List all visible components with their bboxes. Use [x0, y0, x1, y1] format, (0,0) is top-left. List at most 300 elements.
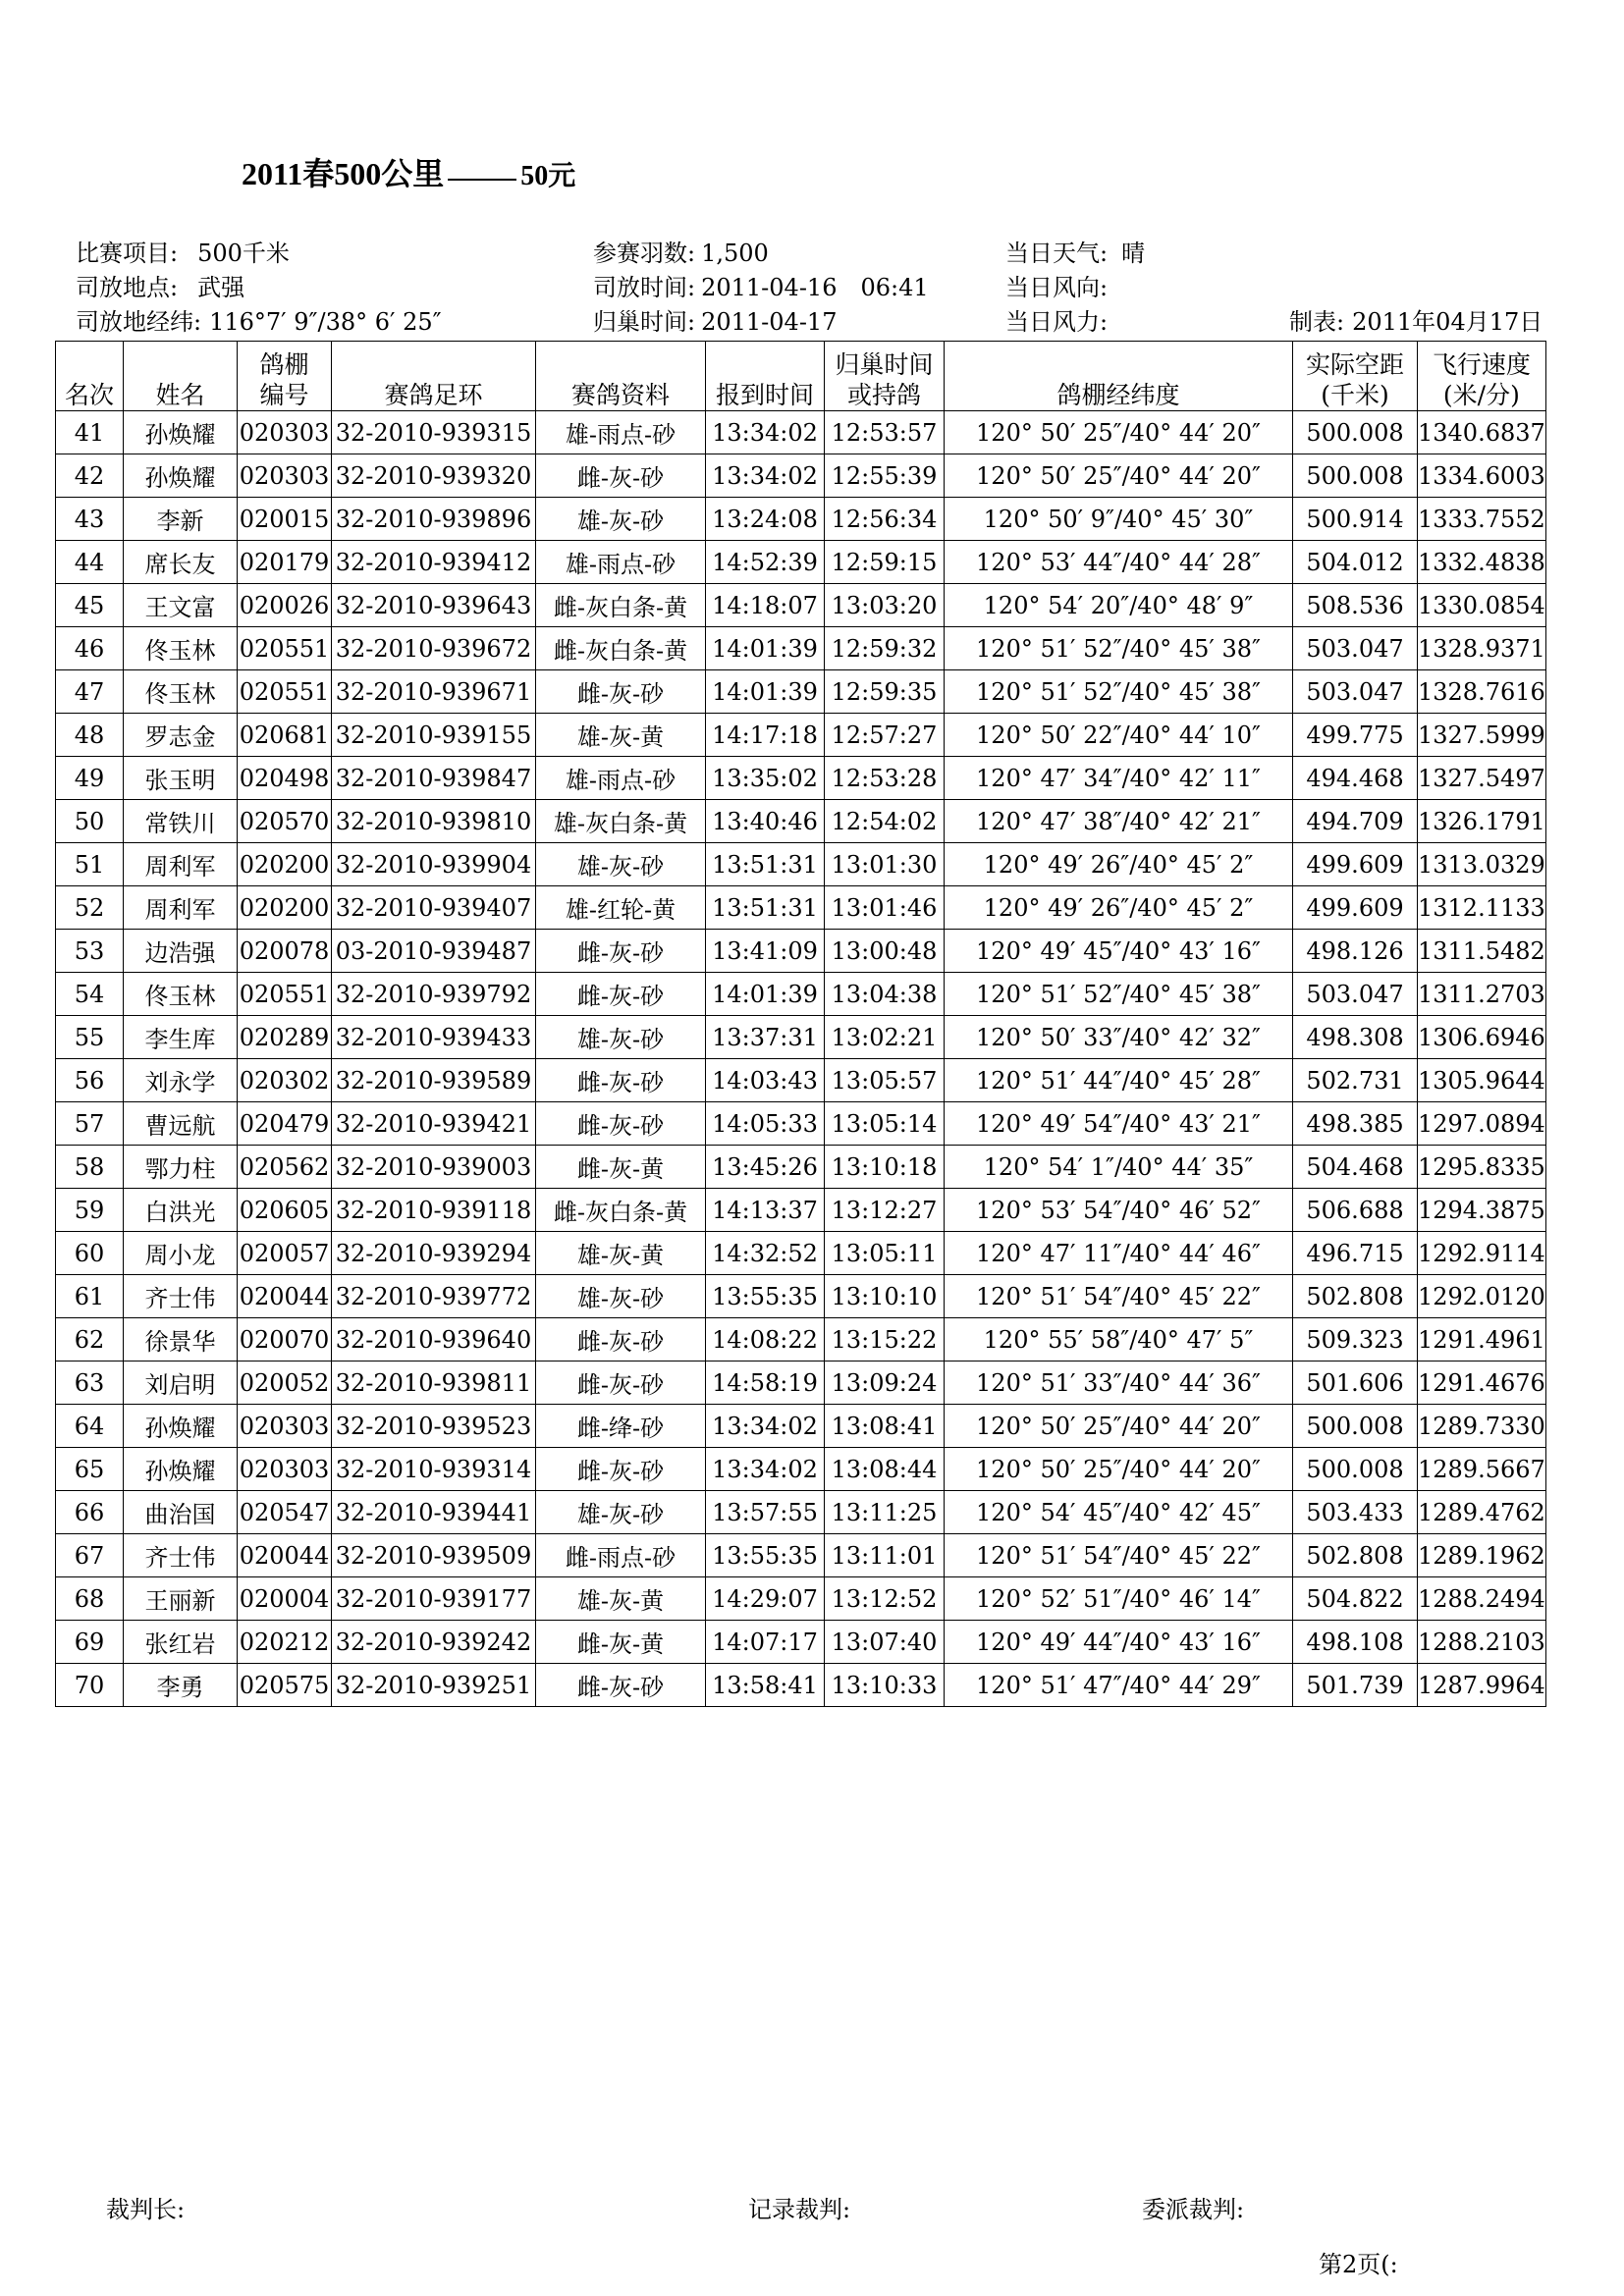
loft-cell: 020551 [238, 973, 332, 1016]
page-title: 2011春500公里 50元 [242, 156, 576, 191]
table-row [56, 714, 1546, 757]
ring-cell: 32-2010-939294 [332, 1232, 536, 1275]
ring-cell: 32-2010-939640 [332, 1318, 536, 1362]
name-cell: 刘启明 [124, 1362, 238, 1405]
name-cell: 李新 [124, 498, 238, 541]
return-cell: 13:08:41 [825, 1405, 945, 1448]
ring-cell: 32-2010-939772 [332, 1275, 536, 1318]
distance-cell: 498.385 [1293, 1102, 1418, 1146]
loft-cell: 020498 [238, 757, 332, 800]
loft-cell: 020078 [238, 930, 332, 973]
speed-cell: 1327.5497 [1418, 757, 1546, 800]
return-cell: 12:53:28 [825, 757, 945, 800]
rank-cell: 52 [56, 886, 124, 930]
info-cell: 雌-灰-砂 [536, 1448, 706, 1491]
distance-cell: 506.688 [1293, 1189, 1418, 1232]
loft-cell: 020479 [238, 1102, 332, 1146]
loft-cell: 020212 [238, 1621, 332, 1664]
name-cell: 孙焕耀 [124, 454, 238, 498]
info-cell: 雌-灰白条-黄 [536, 584, 706, 627]
report-cell: 13:58:41 [706, 1664, 825, 1707]
coord-cell: 120° 54′ 45″/40° 42′ 45″ [945, 1491, 1293, 1534]
speed-cell: 1328.7616 [1418, 670, 1546, 714]
return-cell: 12:53:57 [825, 411, 945, 454]
distance-cell: 504.468 [1293, 1146, 1418, 1189]
header-rank: 名次 [56, 342, 124, 411]
name-cell: 佟玉林 [124, 627, 238, 670]
name-cell: 李勇 [124, 1664, 238, 1707]
info-cell: 雄-红轮-黄 [536, 886, 706, 930]
report-cell: 13:51:31 [706, 843, 825, 886]
ring-cell: 32-2010-939509 [332, 1534, 536, 1577]
assigned-judge-label: 委派裁判: [1142, 2196, 1245, 2223]
info-release: 司放时间: 2011-04-16 06:41 [593, 274, 929, 301]
rank-cell: 47 [56, 670, 124, 714]
info-cell: 雄-灰-砂 [536, 1491, 706, 1534]
report-cell: 14:32:52 [706, 1232, 825, 1275]
loft-cell: 020570 [238, 800, 332, 843]
loft-cell: 020303 [238, 411, 332, 454]
return-cell: 12:56:34 [825, 498, 945, 541]
coord-cell: 120° 47′ 11″/40° 44′ 46″ [945, 1232, 1293, 1275]
rank-cell: 65 [56, 1448, 124, 1491]
report-cell: 14:01:39 [706, 627, 825, 670]
ring-cell: 32-2010-939811 [332, 1362, 536, 1405]
table-row [56, 1189, 1546, 1232]
report-cell: 13:24:08 [706, 498, 825, 541]
name-cell: 周利军 [124, 843, 238, 886]
loft-cell: 020547 [238, 1491, 332, 1534]
speed-cell: 1288.2494 [1418, 1577, 1546, 1621]
return-cell: 13:08:44 [825, 1448, 945, 1491]
ring-cell: 32-2010-939523 [332, 1405, 536, 1448]
info-coordinates: 司放地经纬: 116°7′ 9″/38° 6′ 25″ [76, 308, 442, 336]
rank-cell: 49 [56, 757, 124, 800]
info-cell: 雄-灰-砂 [536, 498, 706, 541]
header-report: 报到时间 [706, 342, 825, 411]
loft-cell: 020551 [238, 627, 332, 670]
header-speed: 飞行速度 (米/分) [1418, 342, 1546, 411]
ring-cell: 03-2010-939487 [332, 930, 536, 973]
rank-cell: 70 [56, 1664, 124, 1707]
speed-cell: 1292.9114 [1418, 1232, 1546, 1275]
info-cell: 雌-灰-砂 [536, 1059, 706, 1102]
report-cell: 14:03:43 [706, 1059, 825, 1102]
report-cell: 13:41:09 [706, 930, 825, 973]
table-row [56, 1362, 1546, 1405]
coord-cell: 120° 50′ 25″/40° 44′ 20″ [945, 454, 1293, 498]
info-cell: 雄-雨点-砂 [536, 411, 706, 454]
name-cell: 席长友 [124, 541, 238, 584]
return-cell: 13:03:20 [825, 584, 945, 627]
rank-cell: 59 [56, 1189, 124, 1232]
info-cell: 雌-灰-砂 [536, 1362, 706, 1405]
report-cell: 14:08:22 [706, 1318, 825, 1362]
info-count: 参赛羽数: 1,500 [593, 240, 769, 267]
ring-cell: 32-2010-939672 [332, 627, 536, 670]
ring-cell: 32-2010-939118 [332, 1189, 536, 1232]
speed-cell: 1333.7552 [1418, 498, 1546, 541]
rank-cell: 64 [56, 1405, 124, 1448]
report-cell: 13:34:02 [706, 1448, 825, 1491]
report-cell: 13:34:02 [706, 454, 825, 498]
return-cell: 13:05:11 [825, 1232, 945, 1275]
speed-cell: 1332.4838 [1418, 541, 1546, 584]
name-cell: 罗志金 [124, 714, 238, 757]
name-cell: 王丽新 [124, 1577, 238, 1621]
speed-cell: 1292.0120 [1418, 1275, 1546, 1318]
coord-cell: 120° 52′ 51″/40° 46′ 14″ [945, 1577, 1293, 1621]
rank-cell: 63 [56, 1362, 124, 1405]
header-ring: 赛鸽足环 [332, 342, 536, 411]
return-cell: 12:59:35 [825, 670, 945, 714]
table-row [56, 627, 1546, 670]
loft-cell: 020551 [238, 670, 332, 714]
loft-cell: 020562 [238, 1146, 332, 1189]
rank-cell: 43 [56, 498, 124, 541]
name-cell: 佟玉林 [124, 973, 238, 1016]
table-row [56, 757, 1546, 800]
distance-cell: 503.047 [1293, 627, 1418, 670]
name-cell: 曹远航 [124, 1102, 238, 1146]
ring-cell: 32-2010-939251 [332, 1664, 536, 1707]
ring-cell: 32-2010-939412 [332, 541, 536, 584]
report-cell: 13:51:31 [706, 886, 825, 930]
report-cell: 13:55:35 [706, 1275, 825, 1318]
table-row [56, 930, 1546, 973]
info-cell: 雌-灰-砂 [536, 670, 706, 714]
info-cell: 雄-灰-黄 [536, 1577, 706, 1621]
coord-cell: 120° 53′ 54″/40° 46′ 52″ [945, 1189, 1293, 1232]
ring-cell: 32-2010-939904 [332, 843, 536, 886]
header-name: 姓名 [124, 342, 238, 411]
loft-cell: 020044 [238, 1275, 332, 1318]
coord-cell: 120° 49′ 26″/40° 45′ 2″ [945, 843, 1293, 886]
rank-cell: 66 [56, 1491, 124, 1534]
coord-cell: 120° 51′ 52″/40° 45′ 38″ [945, 973, 1293, 1016]
info-weather: 当日天气: 晴 [1005, 240, 1146, 267]
coord-cell: 120° 55′ 58″/40° 47′ 5″ [945, 1318, 1293, 1362]
table-row [56, 1232, 1546, 1275]
coord-cell: 120° 51′ 52″/40° 45′ 38″ [945, 670, 1293, 714]
header-return: 归巢时间 或持鸽 [825, 342, 945, 411]
distance-cell: 500.008 [1293, 1405, 1418, 1448]
chief-judge-label: 裁判长: [106, 2196, 186, 2223]
ring-cell: 32-2010-939589 [332, 1059, 536, 1102]
coord-cell: 120° 51′ 33″/40° 44′ 36″ [945, 1362, 1293, 1405]
speed-cell: 1328.9371 [1418, 627, 1546, 670]
speed-cell: 1294.3875 [1418, 1189, 1546, 1232]
table-header-row [56, 342, 1546, 411]
speed-cell: 1340.6837 [1418, 411, 1546, 454]
loft-cell: 020070 [238, 1318, 332, 1362]
ring-cell: 32-2010-939896 [332, 498, 536, 541]
ring-cell: 32-2010-939177 [332, 1577, 536, 1621]
distance-cell: 500.008 [1293, 454, 1418, 498]
table-row [56, 411, 1546, 454]
report-cell: 14:18:07 [706, 584, 825, 627]
table-row [56, 973, 1546, 1016]
rank-cell: 60 [56, 1232, 124, 1275]
ring-cell: 32-2010-939407 [332, 886, 536, 930]
ring-cell: 32-2010-939433 [332, 1016, 536, 1059]
return-cell: 13:07:40 [825, 1621, 945, 1664]
coord-cell: 120° 49′ 45″/40° 43′ 16″ [945, 930, 1293, 973]
rank-cell: 62 [56, 1318, 124, 1362]
table-row [56, 886, 1546, 930]
report-cell: 14:01:39 [706, 670, 825, 714]
loft-cell: 020057 [238, 1232, 332, 1275]
coord-cell: 120° 54′ 20″/40° 48′ 9″ [945, 584, 1293, 627]
coord-cell: 120° 53′ 44″/40° 44′ 28″ [945, 541, 1293, 584]
coord-cell: 120° 49′ 54″/40° 43′ 21″ [945, 1102, 1293, 1146]
return-cell: 12:55:39 [825, 454, 945, 498]
name-cell: 周利军 [124, 886, 238, 930]
results-table [55, 341, 1546, 1707]
rank-cell: 67 [56, 1534, 124, 1577]
table-row [56, 1448, 1546, 1491]
speed-cell: 1327.5999 [1418, 714, 1546, 757]
distance-cell: 502.731 [1293, 1059, 1418, 1102]
coord-cell: 120° 50′ 25″/40° 44′ 20″ [945, 1448, 1293, 1491]
ring-cell: 32-2010-939792 [332, 973, 536, 1016]
loft-cell: 020015 [238, 498, 332, 541]
info-cell: 雄-灰-砂 [536, 843, 706, 886]
report-cell: 13:37:31 [706, 1016, 825, 1059]
distance-cell: 500.008 [1293, 1448, 1418, 1491]
rank-cell: 56 [56, 1059, 124, 1102]
table-row [56, 1016, 1546, 1059]
return-cell: 13:01:46 [825, 886, 945, 930]
name-cell: 周小龙 [124, 1232, 238, 1275]
report-cell: 14:29:07 [706, 1577, 825, 1621]
ring-cell: 32-2010-939810 [332, 800, 536, 843]
coord-cell: 120° 49′ 26″/40° 45′ 2″ [945, 886, 1293, 930]
header-loft: 鸽棚 编号 [238, 342, 332, 411]
title-blank [448, 179, 516, 181]
speed-cell: 1297.0894 [1418, 1102, 1546, 1146]
info-cell: 雌-雨点-砂 [536, 1534, 706, 1577]
return-cell: 13:12:52 [825, 1577, 945, 1621]
table-row [56, 1318, 1546, 1362]
info-cell: 雄-灰-黄 [536, 714, 706, 757]
table-row [56, 1102, 1546, 1146]
return-cell: 13:10:18 [825, 1146, 945, 1189]
name-cell: 刘永学 [124, 1059, 238, 1102]
info-item: 比赛项目: 500千米 [76, 240, 290, 267]
speed-cell: 1313.0329 [1418, 843, 1546, 886]
name-cell: 王文富 [124, 584, 238, 627]
ring-cell: 32-2010-939643 [332, 584, 536, 627]
distance-cell: 494.468 [1293, 757, 1418, 800]
table-row [56, 1577, 1546, 1621]
info-cell: 雌-灰-砂 [536, 930, 706, 973]
name-cell: 孙焕耀 [124, 1448, 238, 1491]
info-wind-direction: 当日风向: [1005, 274, 1109, 301]
info-cell: 雄-灰-砂 [536, 1275, 706, 1318]
distance-cell: 500.914 [1293, 498, 1418, 541]
return-cell: 13:10:10 [825, 1275, 945, 1318]
return-cell: 13:12:27 [825, 1189, 945, 1232]
ring-cell: 32-2010-939003 [332, 1146, 536, 1189]
coord-cell: 120° 50′ 25″/40° 44′ 20″ [945, 1405, 1293, 1448]
header-coord: 鸽棚经纬度 [945, 342, 1293, 411]
loft-cell: 020200 [238, 843, 332, 886]
coord-cell: 120° 51′ 44″/40° 45′ 28″ [945, 1059, 1293, 1102]
loft-cell: 020681 [238, 714, 332, 757]
info-cell: 雌-灰-砂 [536, 454, 706, 498]
speed-cell: 1289.5667 [1418, 1448, 1546, 1491]
table-row [56, 1664, 1546, 1707]
return-cell: 12:59:32 [825, 627, 945, 670]
speed-cell: 1289.4762 [1418, 1491, 1546, 1534]
report-cell: 14:17:18 [706, 714, 825, 757]
ring-cell: 32-2010-939847 [332, 757, 536, 800]
loft-cell: 020303 [238, 1448, 332, 1491]
coord-cell: 120° 47′ 34″/40° 42′ 11″ [945, 757, 1293, 800]
return-cell: 13:00:48 [825, 930, 945, 973]
speed-cell: 1306.6946 [1418, 1016, 1546, 1059]
loft-cell: 020026 [238, 584, 332, 627]
table-row [56, 1405, 1546, 1448]
table-row [56, 1275, 1546, 1318]
distance-cell: 496.715 [1293, 1232, 1418, 1275]
rank-cell: 44 [56, 541, 124, 584]
speed-cell: 1311.2703 [1418, 973, 1546, 1016]
info-wind-force: 当日风力: [1005, 308, 1109, 336]
coord-cell: 120° 49′ 44″/40° 43′ 16″ [945, 1621, 1293, 1664]
distance-cell: 504.012 [1293, 541, 1418, 584]
return-cell: 12:59:15 [825, 541, 945, 584]
speed-cell: 1330.0854 [1418, 584, 1546, 627]
return-cell: 13:04:38 [825, 973, 945, 1016]
ring-cell: 32-2010-939315 [332, 411, 536, 454]
distance-cell: 498.108 [1293, 1621, 1418, 1664]
distance-cell: 499.609 [1293, 843, 1418, 886]
name-cell: 徐景华 [124, 1318, 238, 1362]
report-cell: 14:07:17 [706, 1621, 825, 1664]
table-row [56, 843, 1546, 886]
info-cell: 雄-灰-黄 [536, 1232, 706, 1275]
report-cell: 14:01:39 [706, 973, 825, 1016]
distance-cell: 504.822 [1293, 1577, 1418, 1621]
info-cell: 雌-灰白条-黄 [536, 627, 706, 670]
loft-cell: 020605 [238, 1189, 332, 1232]
distance-cell: 498.308 [1293, 1016, 1418, 1059]
table-row [56, 1059, 1546, 1102]
loft-cell: 020052 [238, 1362, 332, 1405]
rank-cell: 51 [56, 843, 124, 886]
ring-cell: 32-2010-939320 [332, 454, 536, 498]
rank-cell: 58 [56, 1146, 124, 1189]
rank-cell: 48 [56, 714, 124, 757]
rank-cell: 53 [56, 930, 124, 973]
info-cell: 雌-灰-砂 [536, 1102, 706, 1146]
loft-cell: 020179 [238, 541, 332, 584]
info-cell: 雌-灰-砂 [536, 1318, 706, 1362]
return-cell: 12:57:27 [825, 714, 945, 757]
info-cell: 雄-灰-砂 [536, 1016, 706, 1059]
speed-cell: 1291.4676 [1418, 1362, 1546, 1405]
report-cell: 14:13:37 [706, 1189, 825, 1232]
rank-cell: 41 [56, 411, 124, 454]
loft-cell: 020004 [238, 1577, 332, 1621]
info-cell: 雌-灰白条-黄 [536, 1189, 706, 1232]
report-cell: 14:52:39 [706, 541, 825, 584]
name-cell: 孙焕耀 [124, 1405, 238, 1448]
coord-cell: 120° 51′ 47″/40° 44′ 29″ [945, 1664, 1293, 1707]
info-cell: 雌-灰-黄 [536, 1146, 706, 1189]
return-cell: 13:02:21 [825, 1016, 945, 1059]
name-cell: 边浩强 [124, 930, 238, 973]
info-cell: 雌-灰-砂 [536, 1664, 706, 1707]
loft-cell: 020303 [238, 454, 332, 498]
name-cell: 鄂力柱 [124, 1146, 238, 1189]
speed-cell: 1289.1962 [1418, 1534, 1546, 1577]
name-cell: 白洪光 [124, 1189, 238, 1232]
return-cell: 13:05:57 [825, 1059, 945, 1102]
speed-cell: 1295.8335 [1418, 1146, 1546, 1189]
loft-cell: 020289 [238, 1016, 332, 1059]
speed-cell: 1289.7330 [1418, 1405, 1546, 1448]
name-cell: 孙焕耀 [124, 411, 238, 454]
info-place: 司放地点: 武强 [76, 274, 245, 301]
ring-cell: 32-2010-939314 [332, 1448, 536, 1491]
table-row [56, 1146, 1546, 1189]
speed-cell: 1291.4961 [1418, 1318, 1546, 1362]
loft-cell: 020302 [238, 1059, 332, 1102]
loft-cell: 020303 [238, 1405, 332, 1448]
table-row [56, 670, 1546, 714]
rank-cell: 42 [56, 454, 124, 498]
table-row [56, 1621, 1546, 1664]
name-cell: 齐士伟 [124, 1275, 238, 1318]
distance-cell: 503.047 [1293, 670, 1418, 714]
distance-cell: 501.739 [1293, 1664, 1418, 1707]
header-distance: 实际空距 (千米) [1293, 342, 1418, 411]
table-row [56, 1534, 1546, 1577]
distance-cell: 503.433 [1293, 1491, 1418, 1534]
table-row [56, 541, 1546, 584]
rank-cell: 68 [56, 1577, 124, 1621]
report-cell: 13:55:35 [706, 1534, 825, 1577]
distance-cell: 500.008 [1293, 411, 1418, 454]
distance-cell: 494.709 [1293, 800, 1418, 843]
coord-cell: 120° 50′ 9″/40° 45′ 30″ [945, 498, 1293, 541]
name-cell: 佟玉林 [124, 670, 238, 714]
coord-cell: 120° 47′ 38″/40° 42′ 21″ [945, 800, 1293, 843]
coord-cell: 120° 50′ 25″/40° 44′ 20″ [945, 411, 1293, 454]
table-row [56, 584, 1546, 627]
info-cell: 雄-灰白条-黄 [536, 800, 706, 843]
report-cell: 13:35:02 [706, 757, 825, 800]
name-cell: 齐士伟 [124, 1534, 238, 1577]
distance-cell: 499.609 [1293, 886, 1418, 930]
info-cell: 雌-灰-黄 [536, 1621, 706, 1664]
rank-cell: 50 [56, 800, 124, 843]
distance-cell: 508.536 [1293, 584, 1418, 627]
rank-cell: 46 [56, 627, 124, 670]
name-cell: 李生库 [124, 1016, 238, 1059]
report-cell: 13:40:46 [706, 800, 825, 843]
ring-cell: 32-2010-939671 [332, 670, 536, 714]
info-made-date: 制表: 2011年04月17日 [1289, 308, 1543, 336]
return-cell: 13:11:25 [825, 1491, 945, 1534]
name-cell: 常铁川 [124, 800, 238, 843]
rank-cell: 54 [56, 973, 124, 1016]
coord-cell: 120° 51′ 54″/40° 45′ 22″ [945, 1275, 1293, 1318]
return-cell: 13:15:22 [825, 1318, 945, 1362]
